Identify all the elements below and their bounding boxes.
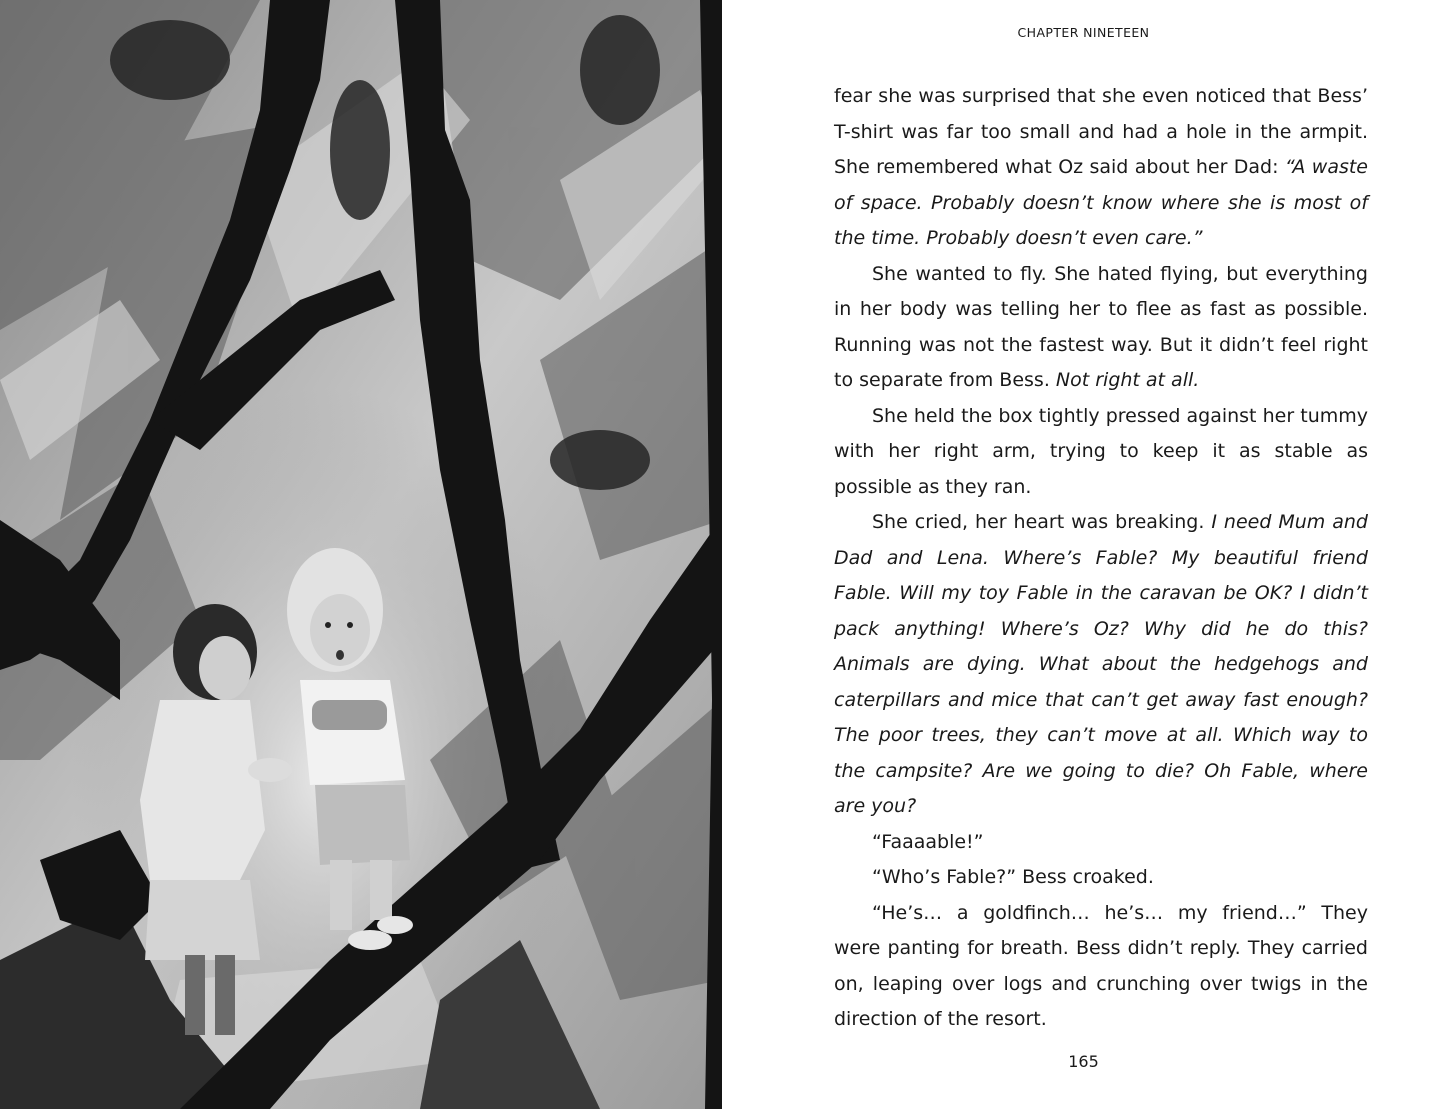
text-run: “Who’s Fable?” Bess croaked. [872, 866, 1154, 888]
text-run: She cried, her heart was breaking. [872, 511, 1212, 533]
text-run: fear she was surprised that she even noticed that Bess’ T-shirt was far too small and had a hole in the armpit. She remembered what Oz said about her Dad: [834, 85, 1368, 178]
paragraph [834, 505, 1368, 825]
text-run: She held the box tightly pressed against her tummy with her right arm, trying to keep it as stable as possible as they ran. [834, 404, 1368, 498]
running-head: CHAPTER NINETEEN [1017, 25, 1150, 40]
text-run: “He’s… a goldfinch… he’s… my friend…” They were panting for breath. Bess didn’t reply. They carried on, leaping over logs and crunching over twigs in the direction of the resort. [834, 901, 1368, 1030]
italic-text-run: “A waste of space. Probably doesn’t know where she is most of the time. Probably doesn’t even care.” [834, 156, 1368, 249]
paragraph [834, 79, 1368, 257]
paragraph [834, 257, 1368, 399]
text-run: “Faaaable!” [872, 830, 984, 853]
forest-illustration [0, 0, 722, 1109]
text-page [722, 0, 1445, 1109]
italic-text-run: I need Mum and Dad and Lena. Where’s Fable? My beautiful friend Fable. Will my toy Fable in the caravan be OK? I didn’t pack anything! Where’s Oz? Why did he do this? Animals are dying. What about the hedgehogs and caterpillars and mice that can’t get away fast enough? The poor trees, they can’t move at all. Which way to the campsite? Are we going to die? Oh Fable, where are you? [834, 511, 1368, 817]
paragraph [834, 825, 1368, 861]
page-number: 165 [1068, 1052, 1099, 1071]
body-text [834, 79, 1368, 1038]
paragraph [834, 896, 1368, 1038]
paragraph [834, 399, 1368, 506]
paragraph [834, 860, 1368, 896]
italic-text-run: Not right at all. [1055, 369, 1200, 391]
text-run: She wanted to fly. She hated flying, but everything in her body was telling her to flee as fast as possible. Running was not the fastest way. But it didn’t feel right to separate from Bess. [834, 262, 1368, 391]
ink-wash-forest-icon [0, 0, 722, 1109]
